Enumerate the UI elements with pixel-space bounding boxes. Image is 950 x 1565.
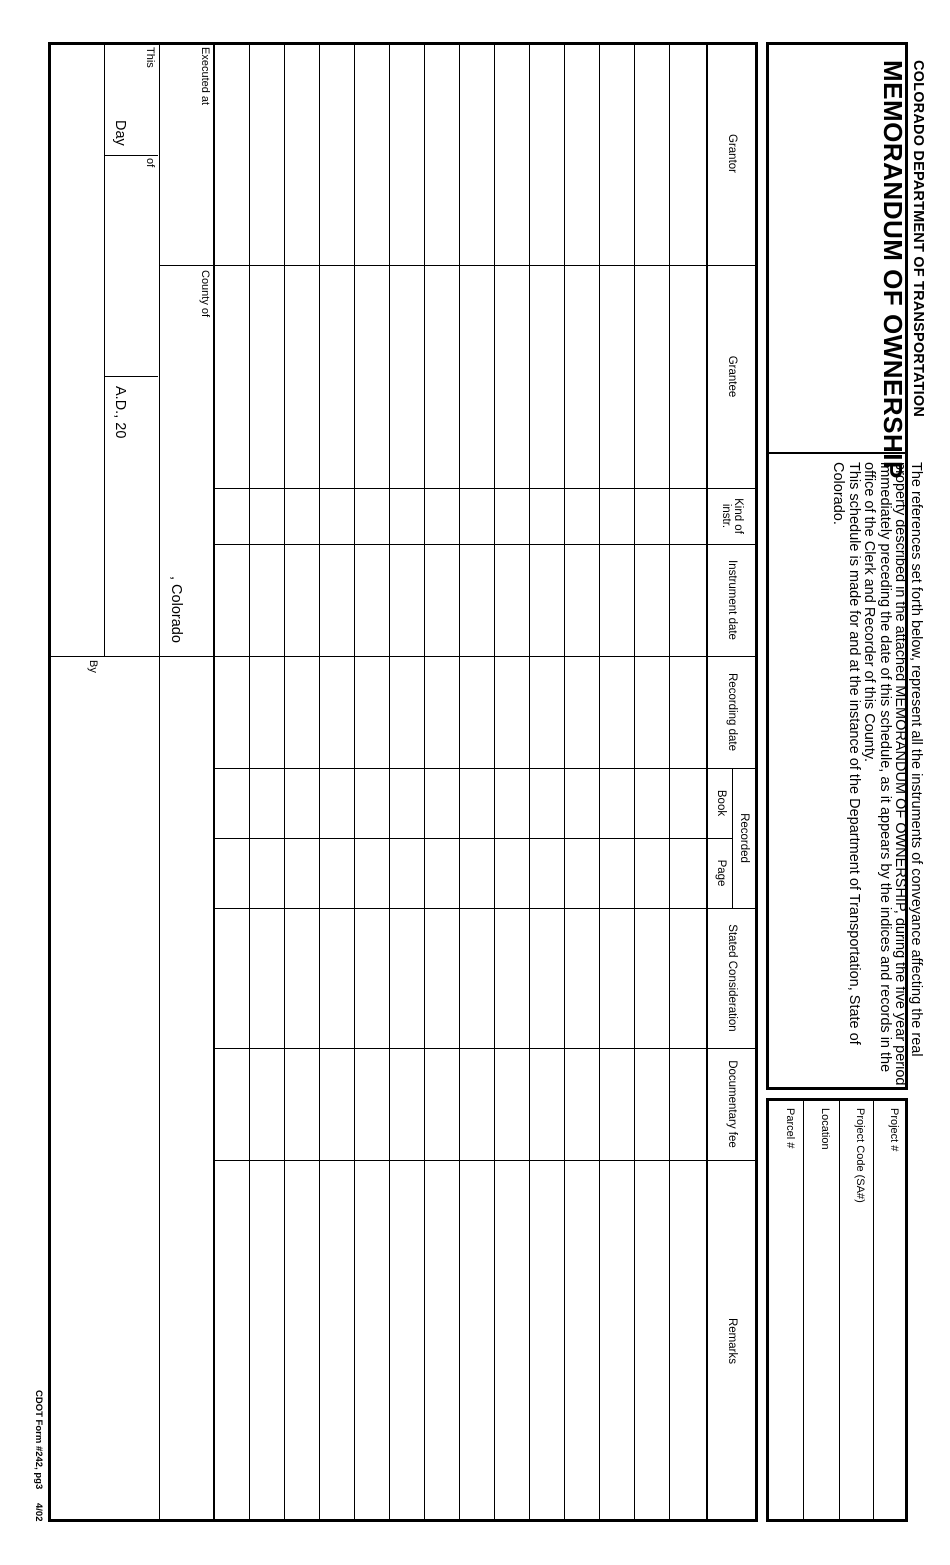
col-book: Book (715, 789, 727, 817)
colorado-label: , Colorado (168, 576, 184, 643)
county-field[interactable] (164, 330, 198, 570)
of-label: of (144, 158, 156, 168)
page-title: MEMORANDUM OF OWNERSHIP (878, 60, 908, 479)
agency-name: COLORADO DEPARTMENT OF TRANSPORTATION (910, 60, 926, 417)
col-recorded: Recorded (738, 813, 751, 863)
project-number-label: Project # (888, 1108, 900, 1152)
day-field[interactable] (110, 68, 150, 118)
parcel-field[interactable] (769, 1225, 801, 1519)
statement-paragraph: The references set forth below, represent all the instruments of conveyance affecting the real property described in the attached MEMORANDUM OF OWNERSHIP, during the five year period immediately preceding the date of this schedule, as it appears by the indices and records in the office of the Clerk and Recorder of this County. (861, 462, 924, 1086)
ownership-table (48, 42, 758, 1522)
col-grantee: Grantee (726, 355, 739, 398)
by-label: By (87, 660, 99, 673)
col-page: Page (715, 859, 727, 887)
location-label: Location (819, 1108, 831, 1150)
project-number-field[interactable] (875, 1225, 905, 1519)
col-kind-of-instr: Kind of instr. (720, 498, 745, 534)
col-remarks: Remarks (726, 1317, 739, 1364)
col-documentary-fee: Documentary fee (726, 1060, 739, 1148)
statement-paragraph-2: This schedule is made for and at the instance of the Department of Transportation, State of Colorado. (830, 462, 862, 1045)
month-field[interactable] (110, 175, 150, 370)
parcel-label: Parcel # (784, 1108, 796, 1149)
this-label: This (144, 47, 156, 68)
form-id: CDOT Form #242, pg3 (33, 1390, 44, 1490)
col-recording-date: Recording date (726, 673, 739, 751)
form-revision: 4/02 (33, 1503, 44, 1522)
day-label: Day (112, 120, 128, 146)
project-code-label: Project Code (SA#) (854, 1108, 866, 1203)
executed-at-field[interactable] (164, 120, 198, 260)
col-instrument-date: Instrument date (726, 560, 739, 640)
location-field[interactable] (805, 1225, 837, 1519)
executed-at-label: Executed at (199, 47, 211, 106)
county-of-label: County of (199, 270, 211, 318)
project-code-field[interactable] (841, 1225, 871, 1519)
ad-label: A.D., 20 (112, 386, 128, 439)
col-stated-consideration: Stated Consideration (726, 924, 739, 1032)
col-grantor: Grantor (726, 134, 739, 173)
signature-field[interactable] (52, 680, 102, 1510)
year-field[interactable] (110, 480, 150, 650)
statement-text (830, 462, 923, 1087)
